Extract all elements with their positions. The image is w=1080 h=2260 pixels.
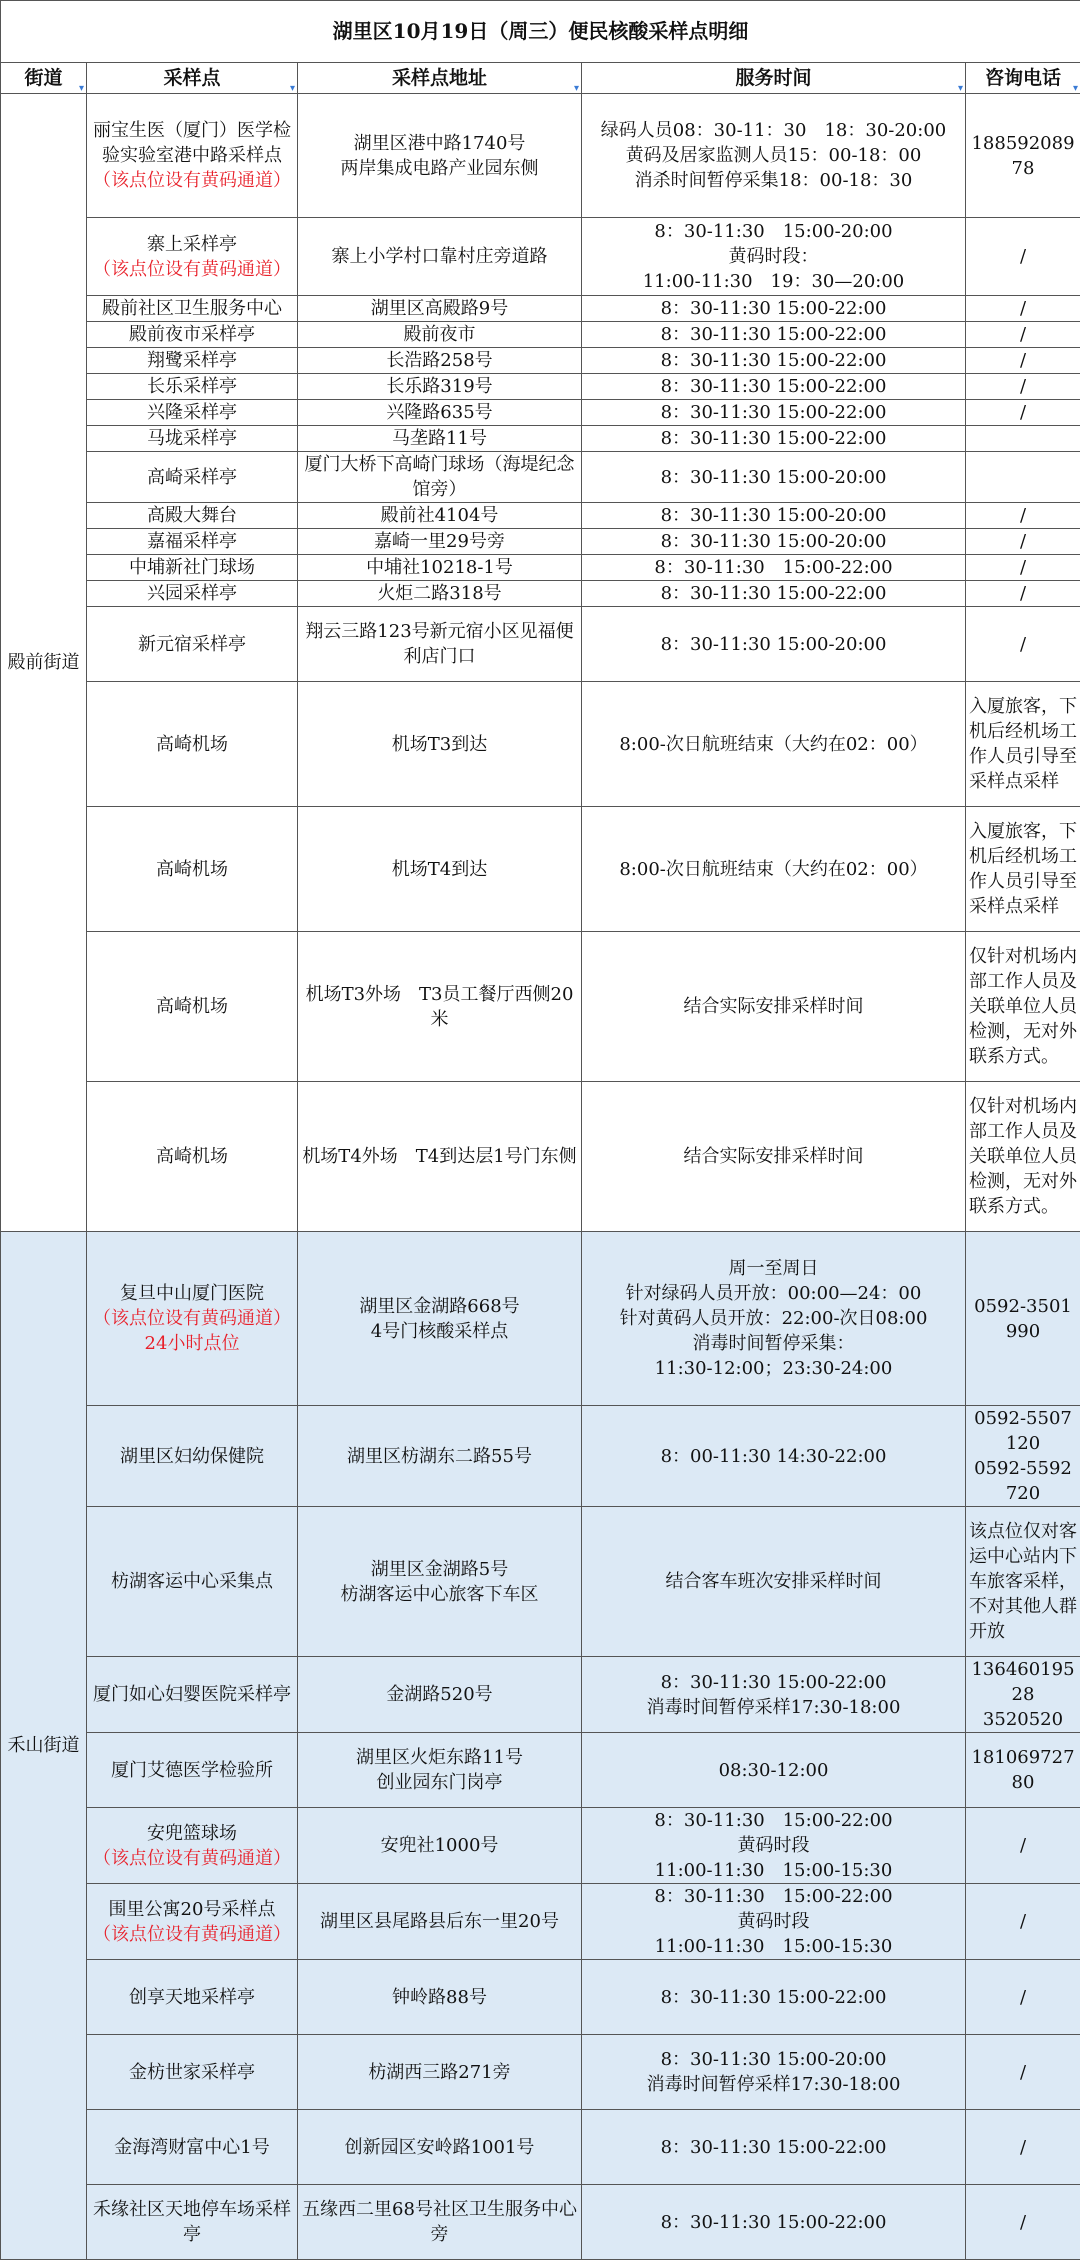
table-row: [1, 1808, 1080, 1884]
phone-cell: 18859208978: [966, 94, 1080, 218]
header-district[interactable]: [1, 63, 87, 94]
address-cell: 湖里区枋湖东二路55号: [298, 1406, 582, 1507]
site-cell: [87, 1232, 298, 1406]
service-time-cell: 8：30-11:30 15:00-22:00: [582, 374, 966, 400]
site-name: 复旦中山厦门医院: [120, 1283, 264, 1304]
service-time-cell: 结合实际安排采样时间: [582, 932, 966, 1082]
filter-dropdown-icon[interactable]: ▾: [1073, 84, 1078, 94]
phone-cell: /: [966, 555, 1080, 581]
address-cell: 机场T3外场 T3员工餐厅西侧20米: [298, 932, 582, 1082]
title-row: [1, 1, 1080, 63]
service-time-cell: 8：30-11:30 15:00-22:00: [582, 426, 966, 452]
site-name: 丽宝生医（厦门）医学检验实验室港中路采样点: [93, 120, 291, 166]
service-time-cell: 8:00-次日航班结束（大约在02：00）: [582, 807, 966, 932]
site-cell: [87, 1507, 298, 1657]
service-time-cell: 8：00-11:30 14:30-22:00: [582, 1406, 966, 1507]
table-row: [1, 607, 1080, 682]
site-name: 创享天地采样亭: [129, 1987, 255, 2008]
site-name: 枋湖客运中心采集点: [111, 1571, 273, 1592]
header-label: 采样点: [163, 67, 220, 89]
table-row: [1, 2185, 1080, 2260]
service-time-cell: 8：30-11:30 15:00-20:00: [582, 503, 966, 529]
phone-cell: /: [966, 2185, 1080, 2260]
table-row: [1, 1232, 1080, 1406]
phone-cell: /: [966, 296, 1080, 322]
table-row: [1, 426, 1080, 452]
service-time-cell: 8：30-11:30 15:00-22:00: [582, 296, 966, 322]
address-cell: 湖里区金湖路5号 枋湖客运中心旅客下车区: [298, 1507, 582, 1657]
header-label: 采样点地址: [392, 67, 487, 89]
table-row: [1, 1884, 1080, 1960]
service-time-cell: 8：30-11:30 15:00-22:00: [582, 2110, 966, 2185]
site-name: 禾缘社区天地停车场采样亭: [93, 2199, 291, 2245]
table-row: [1, 932, 1080, 1082]
service-time-cell: 8：30-11:30 15:00-20:00 黄码时段： 11:00-11:30 19：30—20:00: [582, 218, 966, 296]
filter-dropdown-icon[interactable]: ▾: [290, 84, 295, 94]
phone-cell: 仅针对机场内部工作人员及关联单位人员检测，无对外联系方式。: [966, 932, 1080, 1082]
site-name: 兴园采样亭: [147, 583, 237, 604]
address-cell: 长浩路258号: [298, 348, 582, 374]
site-name: 湖里区妇幼保健院: [120, 1446, 264, 1467]
phone-cell: /: [966, 218, 1080, 296]
address-cell: 长乐路319号: [298, 374, 582, 400]
table-row: [1, 2110, 1080, 2185]
table-row: [1, 529, 1080, 555]
yellow-code-note: （该点位设有黄码通道）: [93, 170, 291, 191]
site-name: 殿前夜市采样亭: [129, 324, 255, 345]
service-time-cell: 8：30-11:30 15:00-20:00: [582, 529, 966, 555]
site-name: 高崎机场: [156, 734, 228, 755]
page-title: 湖里区10月19日（周三）便民核酸采样点明细: [1, 1, 1080, 63]
address-cell: 寨上小学村口靠村庄旁道路: [298, 218, 582, 296]
address-cell: 机场T4到达: [298, 807, 582, 932]
table-row: [1, 452, 1080, 503]
site-cell: [87, 2110, 298, 2185]
site-cell: [87, 555, 298, 581]
site-cell: [87, 452, 298, 503]
site-name: 高殿大舞台: [147, 505, 237, 526]
phone-cell: /: [966, 529, 1080, 555]
table-row: [1, 555, 1080, 581]
yellow-code-note: （该点位设有黄码通道）: [93, 259, 291, 280]
site-cell: [87, 2185, 298, 2260]
address-cell: 翔云三路123号新元宿小区见福便利店门口: [298, 607, 582, 682]
header-address[interactable]: [298, 63, 582, 94]
table-row: [1, 1733, 1080, 1808]
address-cell: 安兜社1000号: [298, 1808, 582, 1884]
header-label: 街道: [24, 67, 62, 89]
site-cell: [87, 426, 298, 452]
service-time-cell: 8:00-次日航班结束（大约在02：00）: [582, 682, 966, 807]
phone-cell: /: [966, 607, 1080, 682]
address-cell: 中埔社10218-1号: [298, 555, 582, 581]
service-time-cell: 绿码人员08：30-11：30 18：30-20:00 黄码及居家监测人员15：00-18：00 消杀时间暂停采集18：00-18：30: [582, 94, 966, 218]
header-label: 服务时间: [735, 67, 811, 89]
service-time-cell: 8：30-11:30 15:00-22:00: [582, 400, 966, 426]
site-name: 安兜篮球场: [147, 1823, 237, 1844]
table-row: [1, 1657, 1080, 1733]
address-cell: 湖里区火炬东路11号 创业园东门岗亭: [298, 1733, 582, 1808]
site-name: 马垅采样亭: [147, 428, 237, 449]
site-name: 金海湾财富中心1号: [114, 2137, 269, 2158]
address-cell: 湖里区县尾路县后东一里20号: [298, 1884, 582, 1960]
header-row: [1, 63, 1080, 94]
phone-cell: /: [966, 581, 1080, 607]
phone-cell: /: [966, 503, 1080, 529]
site-cell: [87, 374, 298, 400]
table-row: [1, 1507, 1080, 1657]
phone-cell: 13646019528 3520520: [966, 1657, 1080, 1733]
site-cell: [87, 1884, 298, 1960]
phone-cell: /: [966, 348, 1080, 374]
phone-cell: 0592-5507120 0592-5592720: [966, 1406, 1080, 1507]
yellow-code-note: （该点位设有黄码通道）: [93, 1924, 291, 1945]
district-cell: 殿前街道: [1, 94, 87, 1232]
table-row: [1, 807, 1080, 932]
site-cell: [87, 348, 298, 374]
site-name: 兴隆采样亭: [147, 402, 237, 423]
address-cell: 湖里区金湖路668号 4号门核酸采样点: [298, 1232, 582, 1406]
address-cell: 兴隆路635号: [298, 400, 582, 426]
site-cell: [87, 503, 298, 529]
service-time-cell: 8：30-11:30 15:00-22:00: [582, 322, 966, 348]
service-time-cell: 8：30-11:30 15:00-20:00: [582, 607, 966, 682]
site-name: 高崎机场: [156, 859, 228, 880]
site-name: 围里公寓20号采样点: [109, 1899, 276, 1920]
site-name: 殿前社区卫生服务中心: [102, 298, 282, 319]
phone-cell: 仅针对机场内部工作人员及关联单位人员检测，无对外联系方式。: [966, 1082, 1080, 1232]
service-time-cell: 8：30-11:30 15:00-20:00 消毒时间暂停采样17:30-18:00: [582, 2035, 966, 2110]
filter-dropdown-icon[interactable]: ▾: [574, 84, 579, 94]
address-cell: 湖里区高殿路9号: [298, 296, 582, 322]
address-cell: 机场T3到达: [298, 682, 582, 807]
site-name: 长乐采样亭: [147, 376, 237, 397]
site-cell: [87, 2035, 298, 2110]
address-cell: 创新园区安岭路1001号: [298, 2110, 582, 2185]
table-row: [1, 1406, 1080, 1507]
phone-cell: [966, 452, 1080, 503]
service-time-cell: 周一至周日 针对绿码人员开放：00:00—24：00 针对黄码人员开放：22:00-次日08:00 消毒时间暂停采集： 11:30-12:00；23:30-24:00: [582, 1232, 966, 1406]
site-cell: [87, 218, 298, 296]
table-row: [1, 296, 1080, 322]
site-cell: [87, 1082, 298, 1232]
site-name: 高崎采样亭: [147, 467, 237, 488]
site-name: 嘉福采样亭: [147, 531, 237, 552]
table-row: [1, 2035, 1080, 2110]
address-cell: 五缘西二里68号社区卫生服务中心旁: [298, 2185, 582, 2260]
table-row: [1, 581, 1080, 607]
site-name: 中埔新社门球场: [129, 557, 255, 578]
site-cell: [87, 1406, 298, 1507]
phone-cell: /: [966, 400, 1080, 426]
table-row: [1, 682, 1080, 807]
site-name: 厦门艾德医学检验所: [111, 1760, 273, 1781]
site-cell: [87, 322, 298, 348]
phone-cell: /: [966, 1960, 1080, 2035]
site-name: 翔鹭采样亭: [147, 350, 237, 371]
address-cell: 马垄路11号: [298, 426, 582, 452]
phone-cell: 入厦旅客，下机后经机场工作人员引导至采样点采样: [966, 682, 1080, 807]
address-cell: 殿前夜市: [298, 322, 582, 348]
site-cell: [87, 296, 298, 322]
site-cell: [87, 581, 298, 607]
district-cell: 禾山街道: [1, 1232, 87, 2260]
table-row: [1, 400, 1080, 426]
phone-cell: /: [966, 374, 1080, 400]
header-phone[interactable]: [966, 63, 1080, 94]
yellow-code-note: （该点位设有黄码通道）: [93, 1848, 291, 1869]
site-name: 新元宿采样亭: [138, 634, 246, 655]
service-time-cell: 8：30-11:30 15:00-22:00: [582, 581, 966, 607]
site-name: 厦门如心妇婴医院采样亭: [93, 1684, 291, 1705]
table-row: [1, 374, 1080, 400]
site-name: 寨上采样亭: [147, 234, 237, 255]
phone-cell: /: [966, 2110, 1080, 2185]
yellow-code-note: （该点位设有黄码通道） 24小时点位: [93, 1308, 291, 1354]
site-cell: [87, 607, 298, 682]
header-site[interactable]: [87, 63, 298, 94]
address-cell: 嘉崎一里29号旁: [298, 529, 582, 555]
site-cell: [87, 932, 298, 1082]
service-time-cell: 8：30-11:30 15:00-22:00 黄码时段 11:00-11:30 15:00-15:30: [582, 1808, 966, 1884]
table-row: [1, 1082, 1080, 1232]
address-cell: 金湖路520号: [298, 1657, 582, 1733]
site-name: 高崎机场: [156, 996, 228, 1017]
site-name: 高崎机场: [156, 1146, 228, 1167]
service-time-cell: 结合客车班次安排采样时间: [582, 1507, 966, 1657]
phone-cell: 该点位仅对客运中心站内下车旅客采样，不对其他人群开放: [966, 1507, 1080, 1657]
site-cell: [87, 94, 298, 218]
phone-cell: /: [966, 1808, 1080, 1884]
site-cell: [87, 1960, 298, 2035]
site-cell: [87, 1657, 298, 1733]
site-cell: [87, 529, 298, 555]
service-time-cell: 8：30-11:30 15:00-22:00: [582, 348, 966, 374]
site-cell: [87, 807, 298, 932]
address-cell: 枋湖西三路271旁: [298, 2035, 582, 2110]
address-cell: 湖里区港中路1740号 两岸集成电路产业园东侧: [298, 94, 582, 218]
phone-cell: /: [966, 2035, 1080, 2110]
phone-cell: /: [966, 1884, 1080, 1960]
table-row: [1, 503, 1080, 529]
header-label: 咨询电话: [985, 67, 1061, 89]
table-row: [1, 1960, 1080, 2035]
address-cell: 厦门大桥下高崎门球场（海堤纪念馆旁）: [298, 452, 582, 503]
phone-cell: 入厦旅客，下机后经机场工作人员引导至采样点采样: [966, 807, 1080, 932]
service-time-cell: 8：30-11:30 15:00-20:00: [582, 452, 966, 503]
site-cell: [87, 1733, 298, 1808]
site-cell: [87, 682, 298, 807]
address-cell: 殿前社4104号: [298, 503, 582, 529]
site-cell: [87, 400, 298, 426]
table-row: [1, 322, 1080, 348]
service-time-cell: 8：30-11:30 15:00-22:00: [582, 555, 966, 581]
service-time-cell: 08:30-12:00: [582, 1733, 966, 1808]
filter-dropdown-icon[interactable]: ▾: [958, 84, 963, 94]
service-time-cell: 8：30-11:30 15:00-22:00: [582, 2185, 966, 2260]
table-row: [1, 94, 1080, 218]
phone-cell: 0592-3501990: [966, 1232, 1080, 1406]
service-time-cell: 8：30-11:30 15:00-22:00: [582, 1960, 966, 2035]
phone-cell: 18106972780: [966, 1733, 1080, 1808]
address-cell: 钟岭路88号: [298, 1960, 582, 2035]
phone-cell: [966, 426, 1080, 452]
phone-cell: /: [966, 322, 1080, 348]
table-row: [1, 218, 1080, 296]
service-time-cell: 8：30-11:30 15:00-22:00 黄码时段 11:00-11:30 15:00-15:30: [582, 1884, 966, 1960]
table-row: [1, 348, 1080, 374]
address-cell: 火炬二路318号: [298, 581, 582, 607]
site-cell: [87, 1808, 298, 1884]
address-cell: 机场T4外场 T4到达层1号门东侧: [298, 1082, 582, 1232]
site-name: 金枋世家采样亭: [129, 2062, 255, 2083]
filter-dropdown-icon[interactable]: ▾: [79, 84, 84, 94]
service-time-cell: 结合实际安排采样时间: [582, 1082, 966, 1232]
service-time-cell: 8：30-11:30 15:00-22:00 消毒时间暂停采样17:30-18:00: [582, 1657, 966, 1733]
header-service-time[interactable]: [582, 63, 966, 94]
